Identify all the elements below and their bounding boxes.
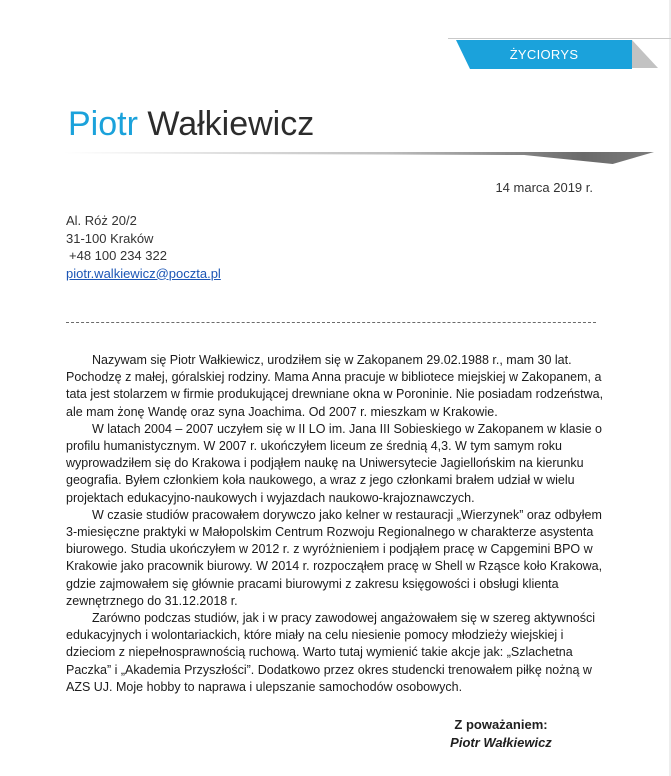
sender-address — [66, 212, 221, 282]
email-link[interactable]: piotr.walkiewicz@poczta.pl — [66, 265, 221, 281]
candidate-last-name: Wałkiewicz — [147, 105, 315, 143]
body-paragraph: W czasie studiów pracowałem dorywczo jako kelner w restauracji „Wierzynek” oraz odbyłem 3-miesięczne praktyki w Małopolskim Centrum Rozwoju Regionalnego w charakterze asystenta biurowego. Studia ukończyłem w 2012 r. z wyróżnieniem i podjąłem pracę w Capgemini BPO w Krakowie jako pracownik biurowy. W 2014 r. rozpocząłem pracę w Shell w Rząsce koło Krakowa, gdzie zajmowałem się głównie pracami biurowymi z zakresu księgowości i obsługi klienta zewnętrznego do 31.12.2018 r. — [66, 507, 603, 608]
signature-name: Piotr Wałkiewicz — [450, 735, 552, 750]
name-underline-decoration — [64, 152, 654, 164]
section-divider — [66, 322, 596, 323]
body-paragraph: Nazywam się Piotr Wałkiewicz, urodziłem się w Zakopanem 29.02.1988 r., mam 30 lat. Pochodzę z małej, góralskiej rodziny. Mama Anna pracuje w bibliotece miejskiej w Zakopanem, a tata jest stolarzem w firmie produkującej drewniane okna w Poroninie. Nie posiadam rodzeństwa, ale mam żonę Wandę oraz syna Joachima. Od 2007 r. mieszkam w Krakowie. — [66, 353, 604, 419]
body-paragraph: W latach 2004 – 2007 uczyłem się w II LO im. Jana III Sobieskiego w Zakopanem w klasie o profilu humanistycznym. W 2007 r. ukończyłem liceum ze średnią 4,3. W tym samym roku wyprowadziłem się do Krakowa i podjąłem naukę na Uniwersytecie Jagiellońskim na kierunku geografia. Byłem członkiem koła naukowego, a wraz z jego członkami brałem udział w wielu projektach edukacyjno-naukowych i wyjazdach naukowo-krajoznawczych. — [66, 421, 602, 505]
candidate-first-name: Piotr — [68, 105, 138, 143]
candidate-name — [68, 104, 314, 144]
section-tab — [456, 40, 632, 69]
address-phone: +48 100 234 322 — [69, 248, 167, 263]
section-tab-fold — [632, 40, 658, 68]
address-city: 31-100 Kraków — [66, 230, 154, 246]
signature-closing: Z poważaniem: — [454, 717, 548, 732]
letter-date: 14 marca 2019 r. — [495, 180, 593, 195]
letter-body — [66, 352, 606, 696]
header-tab-line — [448, 38, 671, 39]
signature-block — [436, 716, 566, 752]
address-street: Al. Róż 20/2 — [66, 213, 137, 228]
section-tab-label: ŻYCIORYS — [509, 47, 579, 62]
body-paragraph: Zarówno podczas studiów, jak i w pracy zawodowej angażowałem się w szereg aktywności edukacyjnych i wolontariackich, które miały na celu niesienie pomocy młodzieży wiejskiej i dzieciom z niepełnosprawnością ruchową. Warto tutaj wymienić takie akcje jak: „Szlachetna Paczka” i „Akademia Przyszłości”. Dodatkowo przez okres studencki trenowałem piłkę nożną w AZS UJ. Moje hobby to naprawa i ulepszanie samochodów osobowych. — [66, 611, 596, 694]
